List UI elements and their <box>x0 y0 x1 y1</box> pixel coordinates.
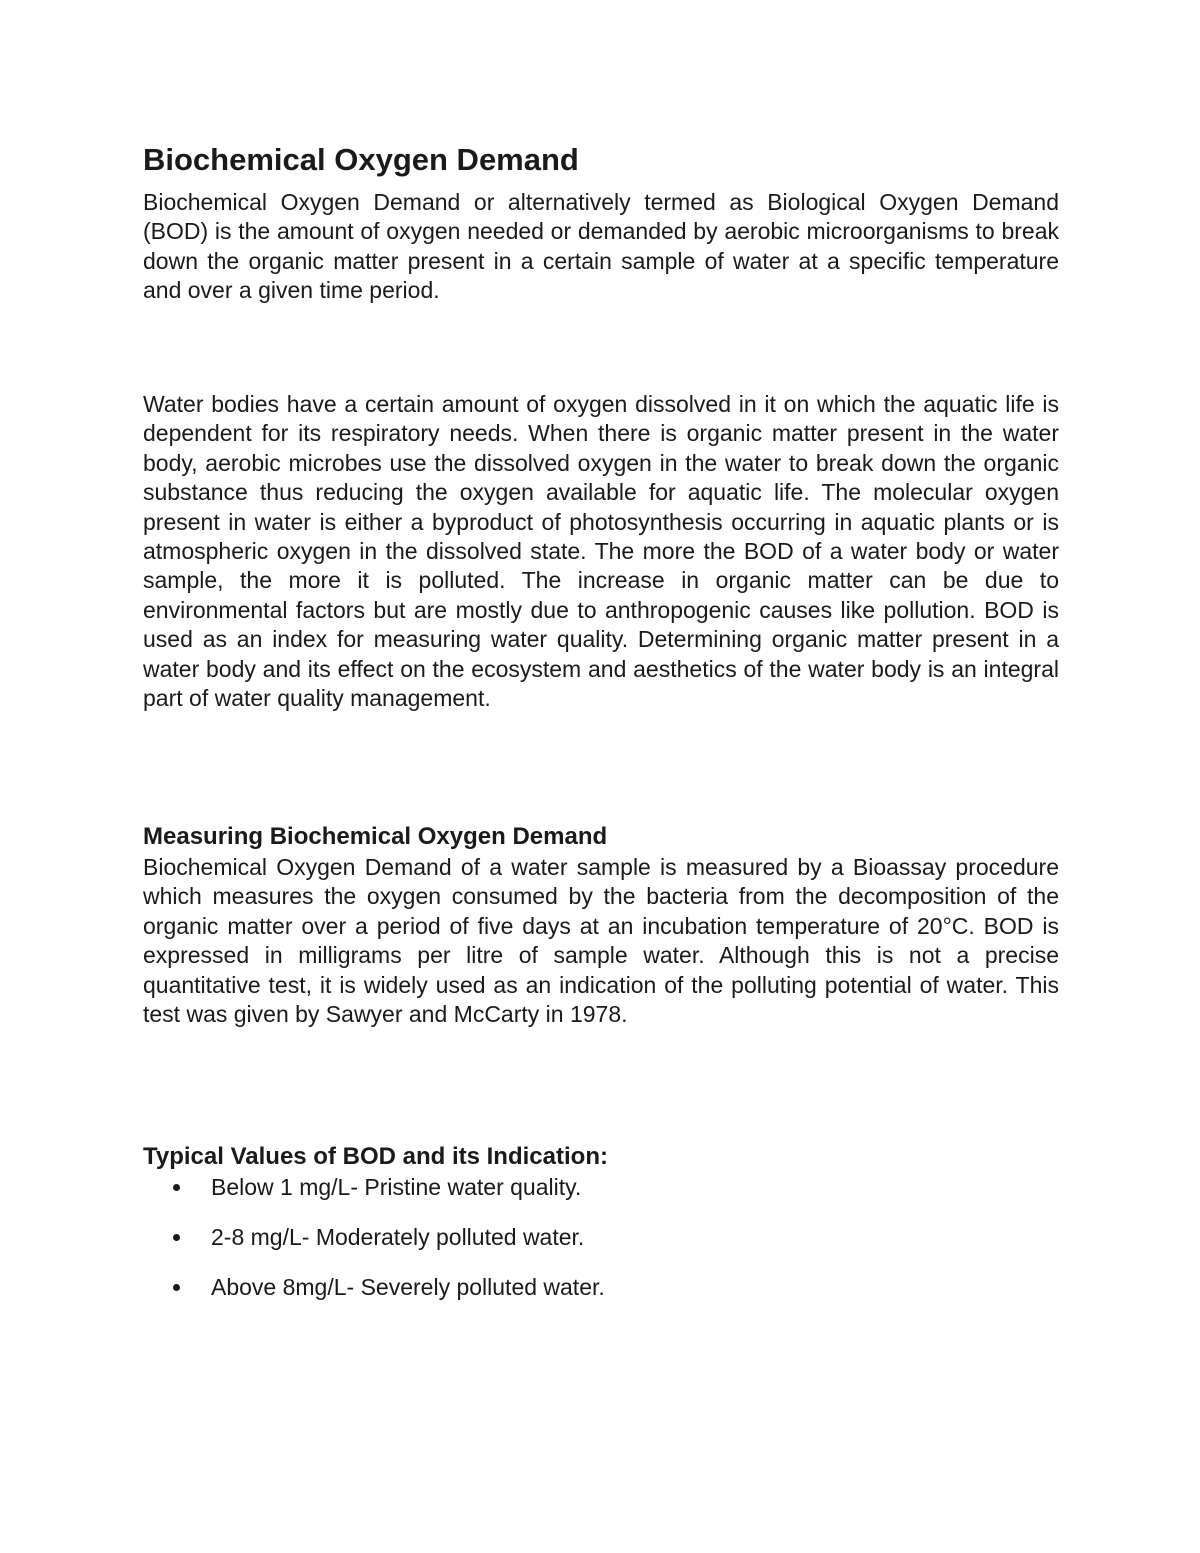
intro-paragraph: Biochemical Oxygen Demand or alternatively termed as Biological Oxygen Demand (BOD) is the amount of oxygen needed or demanded by aerobic microorganisms to break down the organic matter present in a certain sample of water at a specific temperature and over a given time period. <box>143 189 1059 304</box>
document-title: Biochemical Oxygen Demand <box>143 142 579 177</box>
list-item-text: Below 1 mg/L- Pristine water quality. <box>211 1174 582 1200</box>
water-bodies-paragraph: Water bodies have a certain amount of oxygen dissolved in it on which the aquatic life is dependent for its respiratory needs. When there is organic matter present in the water body, aerobic microbes use the dissolved oxygen in the water to break down the organic substance thus reducing the oxygen available for aquatic life. The molecular oxygen present in water is either a byproduct of photosynthesis occurring in aquatic plants or is atmospheric oxygen in the dissolved state. The more the BOD of a water body or water sample, the more it is polluted. The increase in organic matter can be due to environmental factors but are mostly due to anthropogenic causes like pollution. BOD is used as an index for measuring water quality. Determining organic matter present in a water body and its effect on the ecosystem and aesthetics of the water body is an integral part of water quality management. <box>143 391 1059 712</box>
measuring-paragraph: Biochemical Oxygen Demand of a water sample is measured by a Bioassay procedure which measures the oxygen consumed by the bacteria from the decomposition of the organic matter over a period of five days at an incubation temperature of 20°C. BOD is expressed in milligrams per litre of sample water. Although this is not a precise quantitative test, it is widely used as an indication of the polluting potential of water. This test was given by Sawyer and McCarty in 1978. <box>143 854 1059 1028</box>
bullet-icon <box>173 1234 180 1241</box>
list-item-text: Above 8mg/L- Severely polluted water. <box>211 1274 605 1300</box>
bullet-icon <box>173 1284 180 1291</box>
measuring-heading: Measuring Biochemical Oxygen Demand <box>143 823 608 850</box>
list-item-text: 2-8 mg/L- Moderately polluted water. <box>211 1224 585 1250</box>
bullet-icon <box>173 1184 180 1191</box>
typical-values-heading: Typical Values of BOD and its Indication: <box>143 1143 608 1170</box>
